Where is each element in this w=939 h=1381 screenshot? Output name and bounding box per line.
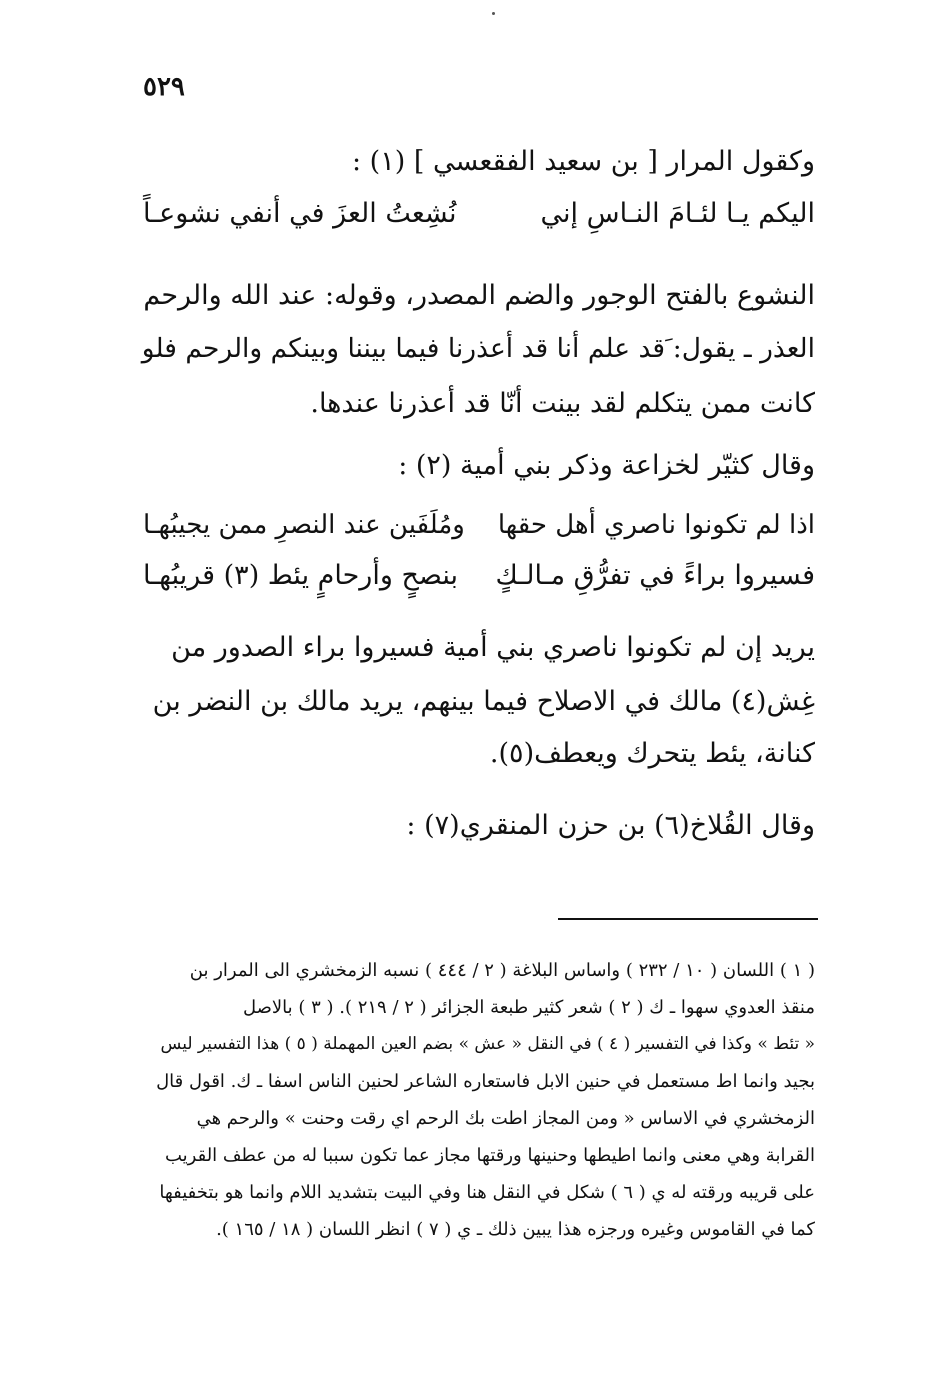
intro-line-2: وقال كثيّر لخزاعة وذكر بني أمية (٢) : <box>398 450 815 481</box>
paragraph-2-line: كنانة، يئط يتحرك ويعطف(٥). <box>489 738 815 769</box>
verse-2-line-1 <box>0 512 939 552</box>
intro-line-1: وكقول المرار [ بن سعيد الفقعسي ] (١) : <box>351 146 815 177</box>
page-number: ٥٢٩ <box>143 72 185 102</box>
footnote-line: الزمخشري في الاساس « ومن المجاز اطت بك الرحم اي رقت وحنت » والرحم هي <box>196 1108 815 1129</box>
footnote-line: القرابة وهي معنى وانما اطيطها وحنينها ورقتها مجاز عما تكون سببا له من عطف القريب <box>164 1145 815 1166</box>
paragraph-2-line: غِش(٤) مالك في الاصلاح فيما بينهم، يريد مالك بن النضر بن <box>152 686 815 717</box>
verse-1 <box>0 200 939 240</box>
verse-1-first-hemistich: اليكم يـا لئـامَ النـاسِ إني <box>540 198 815 229</box>
verse-2-line-2 <box>0 562 939 602</box>
intro-line-3: وقال القُلاخ(٦) بن حزن المنقري(٧) : <box>406 810 815 841</box>
paragraph-1-line: العذر ـ يقول: َقد علم أنا قد أعذرنا فيما بيننا وبينكم والرحم فلو <box>141 333 815 364</box>
footnote-separator <box>558 918 818 920</box>
scan-dot <box>492 12 495 15</box>
paragraph-1-line: النشوع بالفتح الوجور والضم المصدر، وقوله: عند الله والرحم <box>143 280 815 311</box>
verse-1-second-hemistich: نُشِعتُ العزَ في أنفي نشوعـاً <box>143 198 457 229</box>
verse-2-2-first-hemistich: فسيروا براءً في تفرُّقِ مـالـكٍ <box>495 560 815 591</box>
footnote-line: بجيد وانما اط مستعمل في حنين الابل فاستعاره الشاعر لحنين الناس اسفا ـ ك. اقول قال <box>156 1071 815 1092</box>
paragraph-2-line: يريد إن لم تكونوا ناصري بني أمية فسيروا براء الصدور من <box>171 632 815 663</box>
footnote-line: ( ١ ) اللسان ( ١٠ / ٢٣٢ ) واساس البلاغة ( ٢ / ٤٤٤ ) نسبه الزمخشري الى المرار بن <box>189 960 815 981</box>
paragraph-1-line: كانت ممن يتكلم لقد بينت أنّا قد أعذرنا عندها. <box>310 388 815 419</box>
footnote-line: على قريبه ورقته له ي ( ٦ ) شكل في النقل هنا وفي البيت بتشديد اللام وانما هو بتخفيفها <box>159 1182 815 1203</box>
verse-2-1-second-hemistich: ومُلَفَين عند النصرِ ممن يجيبُهـا <box>143 510 465 540</box>
footnote-line: « تئط » وكذا في التفسير ( ٤ ) في النقل « عش » بضم العين المهملة ( ٥ ) هذا التفسير ليس <box>160 1034 815 1054</box>
verse-2-2-second-hemistich: بنصحٍ وأرحامٍ يئط (٣) قريبُهـا <box>143 560 458 591</box>
footnote-line: كما في القاموس وغيره ورجزه هذا يبين ذلك ـ ي ( ٧ ) انظر اللسان ( ١٨ / ١٦٥ ). <box>216 1219 815 1240</box>
footnote-line: منقذ العدوي سهوا ـ ك ( ٢ ) شعر كثير طبعة الجزائر ( ٢ / ٢١٩ ). ( ٣ ) بالاصل <box>242 997 815 1018</box>
verse-2-1-first-hemistich: اذا لم تكونوا ناصري أهل حقها <box>497 510 815 540</box>
